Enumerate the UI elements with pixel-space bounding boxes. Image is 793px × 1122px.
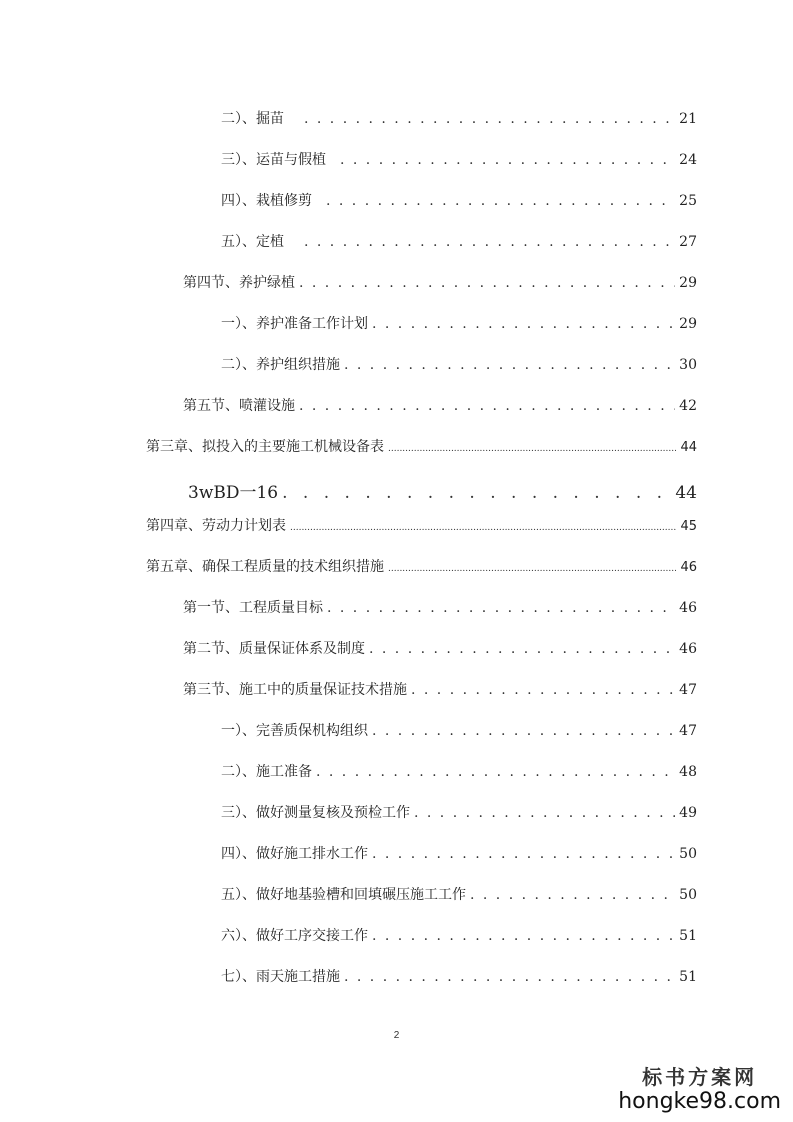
toc-leader-dots (372, 316, 675, 332)
toc-entry-page: 27 (679, 234, 697, 250)
toc-entry[interactable] (183, 597, 697, 617)
toc-leader-dots (290, 523, 676, 533)
toc-entry-page: 44 (675, 483, 697, 503)
toc-entry-title: 三）、做好测量复核及预检工作 (221, 805, 410, 821)
toc-entry-title: 一）、养护准备工作计划 (221, 316, 368, 332)
toc-leader-dots (470, 887, 675, 903)
toc-leader-dots (344, 969, 675, 985)
toc-entry[interactable] (221, 149, 697, 169)
toc-entry-title: 第一节、工程质量目标 (183, 600, 323, 616)
toc-entry-page: 47 (679, 682, 697, 698)
toc-entry-page: 46 (679, 600, 697, 616)
toc-entry-title: 第三节、施工中的质量保证技术措施 (183, 682, 407, 698)
toc-entry[interactable] (221, 925, 697, 945)
toc-leader-dots (304, 234, 675, 250)
toc-entry[interactable] (221, 720, 697, 740)
toc-entry-title: 一）、完善质保机构组织 (221, 723, 368, 739)
toc-leader-dots (282, 483, 671, 503)
toc-entry[interactable] (183, 272, 697, 292)
toc-leader-dots (372, 928, 675, 944)
toc-entry[interactable] (146, 515, 697, 535)
toc-entry-page: 25 (679, 193, 697, 209)
toc-entry-page: 44 (680, 440, 697, 455)
toc-entry-title: 四）、栽植修剪 (221, 193, 312, 209)
toc-entry-title: 二）、施工准备 (221, 764, 312, 780)
toc-leader-dots (369, 641, 675, 657)
toc-entry-title: 第四章、劳动力计划表 (146, 518, 286, 534)
toc-entry-title: 三）、运苗与假植 (221, 152, 326, 168)
toc-entry[interactable] (183, 395, 697, 415)
toc-leader-dots (388, 444, 676, 454)
toc-entry-title: 二）、掘苗 (221, 111, 284, 127)
toc-leader-dots (316, 764, 675, 780)
toc-entry[interactable] (221, 884, 697, 904)
toc-entry-page: 49 (679, 805, 697, 821)
toc-entry[interactable] (221, 190, 697, 210)
toc-entry[interactable] (183, 679, 697, 699)
toc-leader-dots (414, 805, 675, 821)
toc-entry[interactable] (221, 802, 697, 822)
toc-entry-title: 六）、做好工序交接工作 (221, 928, 368, 944)
toc-entry-page: 24 (679, 152, 697, 168)
toc-leader-dots (372, 723, 675, 739)
toc-entry-title: 第五节、喷灌设施 (183, 398, 295, 414)
toc-leader-dots (340, 152, 675, 168)
toc-entry-page: 48 (679, 764, 697, 780)
toc-entry-page: 47 (679, 723, 697, 739)
toc-entry[interactable] (221, 231, 697, 251)
toc-entry[interactable] (188, 478, 697, 503)
toc-entry[interactable] (221, 843, 697, 863)
toc-entry-title: 五）、做好地基验槽和回填碾压施工工作 (221, 887, 466, 903)
toc-entry-page: 45 (680, 519, 697, 534)
toc-entry[interactable] (221, 966, 697, 986)
toc-leader-dots (327, 600, 675, 616)
toc-entry-title: 七）、雨天施工措施 (221, 969, 340, 985)
toc-entry-title: 第三章、拟投入的主要施工机械设备表 (146, 439, 384, 455)
toc-leader-dots (388, 564, 676, 574)
toc-entry[interactable] (221, 313, 697, 333)
toc-entry-title: 第二节、质量保证体系及制度 (183, 641, 365, 657)
toc-entry[interactable] (221, 354, 697, 374)
toc-entry-page: 50 (679, 887, 697, 903)
toc-entry-page: 21 (679, 111, 697, 127)
toc-entry-title: 3wBD一16 (188, 483, 279, 503)
toc-entry-page: 51 (679, 969, 697, 985)
toc-leader-dots (372, 846, 675, 862)
toc-leader-dots (304, 111, 675, 127)
toc-entry[interactable] (221, 761, 697, 781)
toc-leader-dots (411, 682, 675, 698)
toc-leader-dots (299, 275, 675, 291)
toc-entry-page: 42 (679, 398, 697, 414)
toc-entry[interactable] (183, 638, 697, 658)
toc-leader-dots (299, 398, 675, 414)
toc-entry-title: 第五章、确保工程质量的技术组织措施 (146, 559, 384, 575)
toc-entry-title: 五）、定植 (221, 234, 284, 250)
toc-entry[interactable] (146, 556, 697, 576)
page-number: 2 (393, 1030, 400, 1041)
watermark-site-url: hongke98.com (618, 1089, 781, 1114)
toc-entry-title: 第四节、养护绿植 (183, 275, 295, 291)
toc-entry-page: 29 (679, 275, 697, 291)
watermark-logo (618, 1061, 781, 1114)
toc-entry-title: 四）、做好施工排水工作 (221, 846, 368, 862)
toc-entry-page: 30 (679, 357, 697, 373)
toc-entry-page: 50 (679, 846, 697, 862)
toc-entry-page: 46 (679, 641, 697, 657)
toc-entry-page: 46 (680, 560, 697, 575)
toc-leader-dots (344, 357, 675, 373)
watermark-site-name: 标书方案网 (642, 1065, 758, 1089)
toc-entry-title: 二）、养护组织措施 (221, 357, 340, 373)
toc-entry[interactable] (221, 108, 697, 128)
toc-leader-dots (326, 193, 675, 209)
toc-entry[interactable] (146, 436, 697, 456)
toc-entry-page: 51 (679, 928, 697, 944)
toc-entry-page: 29 (679, 316, 697, 332)
